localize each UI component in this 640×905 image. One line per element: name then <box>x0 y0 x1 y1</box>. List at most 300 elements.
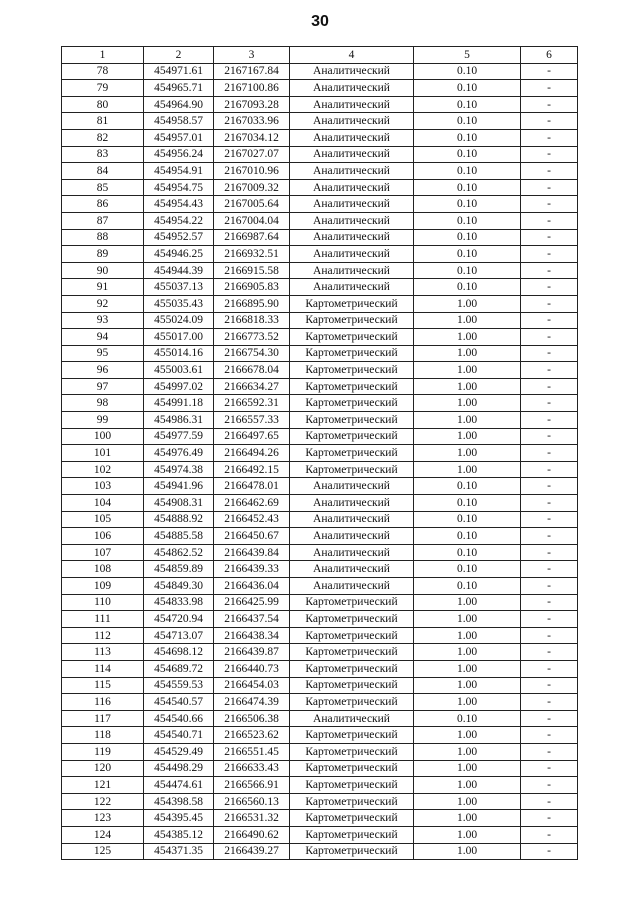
point-number-cell: 112 <box>62 627 144 644</box>
method-cell: Картометрический <box>290 843 414 860</box>
accuracy-cell: 0.10 <box>414 80 521 97</box>
point-number-cell: 97 <box>62 378 144 395</box>
point-number-cell: 85 <box>62 179 144 196</box>
method-cell: Картометрический <box>290 395 414 412</box>
method-cell: Аналитический <box>290 710 414 727</box>
method-cell: Картометрический <box>290 345 414 362</box>
accuracy-cell: 0.10 <box>414 578 521 595</box>
note-cell: - <box>521 694 578 711</box>
method-cell: Аналитический <box>290 246 414 263</box>
accuracy-cell: 0.10 <box>414 511 521 528</box>
table-row <box>62 163 578 180</box>
method-cell: Аналитический <box>290 196 414 213</box>
point-number-cell: 84 <box>62 163 144 180</box>
accuracy-cell: 0.10 <box>414 710 521 727</box>
accuracy-cell: 1.00 <box>414 627 521 644</box>
note-cell: - <box>521 262 578 279</box>
point-number-cell: 78 <box>62 63 144 80</box>
table-body <box>62 63 578 860</box>
point-number-cell: 87 <box>62 212 144 229</box>
x-coordinate-cell: 454957.01 <box>144 129 214 146</box>
table-row <box>62 826 578 843</box>
note-cell: - <box>521 710 578 727</box>
table-row <box>62 63 578 80</box>
method-cell: Аналитический <box>290 544 414 561</box>
table-row <box>62 378 578 395</box>
x-coordinate-cell: 454954.43 <box>144 196 214 213</box>
x-coordinate-cell: 454698.12 <box>144 644 214 661</box>
note-cell: - <box>521 561 578 578</box>
note-cell: - <box>521 660 578 677</box>
accuracy-cell: 0.10 <box>414 262 521 279</box>
method-cell: Картометрический <box>290 826 414 843</box>
table-row <box>62 345 578 362</box>
note-cell: - <box>521 146 578 163</box>
method-cell: Картометрический <box>290 777 414 794</box>
x-coordinate-cell: 454833.98 <box>144 594 214 611</box>
note-cell: - <box>521 295 578 312</box>
note-cell: - <box>521 246 578 263</box>
point-number-cell: 81 <box>62 113 144 130</box>
method-cell: Картометрический <box>290 412 414 429</box>
table-row <box>62 777 578 794</box>
table-row <box>62 80 578 97</box>
table-row <box>62 196 578 213</box>
table-row <box>62 262 578 279</box>
method-cell: Аналитический <box>290 511 414 528</box>
accuracy-cell: 0.10 <box>414 212 521 229</box>
point-number-cell: 108 <box>62 561 144 578</box>
point-number-cell: 94 <box>62 329 144 346</box>
accuracy-cell: 0.10 <box>414 196 521 213</box>
accuracy-cell: 0.10 <box>414 163 521 180</box>
x-coordinate-cell: 454965.71 <box>144 80 214 97</box>
note-cell: - <box>521 743 578 760</box>
note-cell: - <box>521 80 578 97</box>
point-number-cell: 117 <box>62 710 144 727</box>
y-coordinate-cell: 2166437.54 <box>214 611 290 628</box>
x-coordinate-cell: 454849.30 <box>144 578 214 595</box>
x-coordinate-cell: 454954.91 <box>144 163 214 180</box>
y-coordinate-cell: 2166773.52 <box>214 329 290 346</box>
point-number-cell: 105 <box>62 511 144 528</box>
x-coordinate-cell: 454971.61 <box>144 63 214 80</box>
y-coordinate-cell: 2166932.51 <box>214 246 290 263</box>
point-number-cell: 93 <box>62 312 144 329</box>
method-cell: Картометрический <box>290 644 414 661</box>
table-row <box>62 229 578 246</box>
note-cell: - <box>521 727 578 744</box>
y-coordinate-cell: 2166425.99 <box>214 594 290 611</box>
point-number-cell: 99 <box>62 412 144 429</box>
y-coordinate-cell: 2167034.12 <box>214 129 290 146</box>
point-number-cell: 121 <box>62 777 144 794</box>
table-row <box>62 212 578 229</box>
point-number-cell: 102 <box>62 461 144 478</box>
accuracy-cell: 1.00 <box>414 777 521 794</box>
table-row <box>62 710 578 727</box>
method-cell: Аналитический <box>290 146 414 163</box>
accuracy-cell: 0.10 <box>414 495 521 512</box>
table-row <box>62 511 578 528</box>
note-cell: - <box>521 478 578 495</box>
table-row <box>62 843 578 860</box>
point-number-cell: 106 <box>62 528 144 545</box>
accuracy-cell: 1.00 <box>414 743 521 760</box>
coordinates-table <box>61 46 578 860</box>
method-cell: Аналитический <box>290 113 414 130</box>
point-number-cell: 111 <box>62 611 144 628</box>
note-cell: - <box>521 163 578 180</box>
y-coordinate-cell: 2166987.64 <box>214 229 290 246</box>
x-coordinate-cell: 454954.75 <box>144 179 214 196</box>
note-cell: - <box>521 113 578 130</box>
table-row <box>62 561 578 578</box>
accuracy-cell: 1.00 <box>414 412 521 429</box>
method-cell: Аналитический <box>290 495 414 512</box>
accuracy-cell: 1.00 <box>414 395 521 412</box>
column-header: 5 <box>414 47 521 64</box>
table-row <box>62 312 578 329</box>
y-coordinate-cell: 2167009.32 <box>214 179 290 196</box>
method-cell: Аналитический <box>290 179 414 196</box>
method-cell: Картометрический <box>290 760 414 777</box>
point-number-cell: 100 <box>62 428 144 445</box>
point-number-cell: 79 <box>62 80 144 97</box>
table-row <box>62 810 578 827</box>
x-coordinate-cell: 454888.92 <box>144 511 214 528</box>
table-row <box>62 129 578 146</box>
table-row <box>62 246 578 263</box>
column-header: 1 <box>62 47 144 64</box>
x-coordinate-cell: 454689.72 <box>144 660 214 677</box>
method-cell: Картометрический <box>290 627 414 644</box>
table-row <box>62 578 578 595</box>
y-coordinate-cell: 2166436.04 <box>214 578 290 595</box>
y-coordinate-cell: 2166454.03 <box>214 677 290 694</box>
x-coordinate-cell: 454540.57 <box>144 694 214 711</box>
x-coordinate-cell: 454862.52 <box>144 544 214 561</box>
table-row <box>62 528 578 545</box>
y-coordinate-cell: 2166905.83 <box>214 279 290 296</box>
point-number-cell: 88 <box>62 229 144 246</box>
point-number-cell: 104 <box>62 495 144 512</box>
x-coordinate-cell: 454941.96 <box>144 478 214 495</box>
point-number-cell: 116 <box>62 694 144 711</box>
note-cell: - <box>521 578 578 595</box>
accuracy-cell: 1.00 <box>414 312 521 329</box>
note-cell: - <box>521 511 578 528</box>
method-cell: Аналитический <box>290 212 414 229</box>
note-cell: - <box>521 412 578 429</box>
note-cell: - <box>521 129 578 146</box>
table-row <box>62 478 578 495</box>
x-coordinate-cell: 454540.71 <box>144 727 214 744</box>
y-coordinate-cell: 2166506.38 <box>214 710 290 727</box>
point-number-cell: 101 <box>62 445 144 462</box>
accuracy-cell: 1.00 <box>414 793 521 810</box>
note-cell: - <box>521 395 578 412</box>
table-header-row <box>62 47 578 64</box>
accuracy-cell: 1.00 <box>414 428 521 445</box>
y-coordinate-cell: 2166566.91 <box>214 777 290 794</box>
y-coordinate-cell: 2166439.87 <box>214 644 290 661</box>
accuracy-cell: 0.10 <box>414 179 521 196</box>
point-number-cell: 120 <box>62 760 144 777</box>
method-cell: Картометрический <box>290 445 414 462</box>
method-cell: Картометрический <box>290 793 414 810</box>
y-coordinate-cell: 2166754.30 <box>214 345 290 362</box>
y-coordinate-cell: 2167167.84 <box>214 63 290 80</box>
accuracy-cell: 1.00 <box>414 329 521 346</box>
y-coordinate-cell: 2166557.33 <box>214 412 290 429</box>
y-coordinate-cell: 2166915.58 <box>214 262 290 279</box>
y-coordinate-cell: 2166560.13 <box>214 793 290 810</box>
note-cell: - <box>521 644 578 661</box>
accuracy-cell: 1.00 <box>414 760 521 777</box>
method-cell: Картометрический <box>290 312 414 329</box>
x-coordinate-cell: 455037.13 <box>144 279 214 296</box>
column-header: 4 <box>290 47 414 64</box>
y-coordinate-cell: 2166440.73 <box>214 660 290 677</box>
table-row <box>62 743 578 760</box>
table-row <box>62 395 578 412</box>
accuracy-cell: 0.10 <box>414 146 521 163</box>
method-cell: Картометрический <box>290 694 414 711</box>
note-cell: - <box>521 63 578 80</box>
table-row <box>62 627 578 644</box>
x-coordinate-cell: 454956.24 <box>144 146 214 163</box>
method-cell: Картометрический <box>290 677 414 694</box>
y-coordinate-cell: 2166531.32 <box>214 810 290 827</box>
table-row <box>62 179 578 196</box>
point-number-cell: 89 <box>62 246 144 263</box>
table-row <box>62 660 578 677</box>
table-row <box>62 279 578 296</box>
table-row <box>62 694 578 711</box>
note-cell: - <box>521 611 578 628</box>
note-cell: - <box>521 229 578 246</box>
note-cell: - <box>521 461 578 478</box>
note-cell: - <box>521 378 578 395</box>
point-number-cell: 83 <box>62 146 144 163</box>
note-cell: - <box>521 279 578 296</box>
column-header: 2 <box>144 47 214 64</box>
method-cell: Картометрический <box>290 362 414 379</box>
point-number-cell: 125 <box>62 843 144 860</box>
y-coordinate-cell: 2166492.15 <box>214 461 290 478</box>
accuracy-cell: 1.00 <box>414 594 521 611</box>
table-row <box>62 677 578 694</box>
point-number-cell: 124 <box>62 826 144 843</box>
note-cell: - <box>521 810 578 827</box>
y-coordinate-cell: 2166439.27 <box>214 843 290 860</box>
x-coordinate-cell: 454371.35 <box>144 843 214 860</box>
table-row <box>62 793 578 810</box>
note-cell: - <box>521 428 578 445</box>
table-row <box>62 362 578 379</box>
accuracy-cell: 0.10 <box>414 246 521 263</box>
y-coordinate-cell: 2166523.62 <box>214 727 290 744</box>
x-coordinate-cell: 454946.25 <box>144 246 214 263</box>
table-row <box>62 461 578 478</box>
point-number-cell: 96 <box>62 362 144 379</box>
note-cell: - <box>521 843 578 860</box>
note-cell: - <box>521 196 578 213</box>
x-coordinate-cell: 454977.59 <box>144 428 214 445</box>
method-cell: Аналитический <box>290 80 414 97</box>
column-header: 6 <box>521 47 578 64</box>
point-number-cell: 109 <box>62 578 144 595</box>
note-cell: - <box>521 445 578 462</box>
x-coordinate-cell: 455003.61 <box>144 362 214 379</box>
note-cell: - <box>521 777 578 794</box>
y-coordinate-cell: 2166633.43 <box>214 760 290 777</box>
y-coordinate-cell: 2166438.34 <box>214 627 290 644</box>
accuracy-cell: 0.10 <box>414 229 521 246</box>
y-coordinate-cell: 2166462.69 <box>214 495 290 512</box>
point-number-cell: 95 <box>62 345 144 362</box>
note-cell: - <box>521 329 578 346</box>
method-cell: Картометрический <box>290 810 414 827</box>
method-cell: Аналитический <box>290 96 414 113</box>
accuracy-cell: 1.00 <box>414 810 521 827</box>
note-cell: - <box>521 544 578 561</box>
point-number-cell: 91 <box>62 279 144 296</box>
point-number-cell: 119 <box>62 743 144 760</box>
x-coordinate-cell: 454713.07 <box>144 627 214 644</box>
method-cell: Картометрический <box>290 461 414 478</box>
table-row <box>62 412 578 429</box>
y-coordinate-cell: 2166551.45 <box>214 743 290 760</box>
method-cell: Аналитический <box>290 578 414 595</box>
accuracy-cell: 1.00 <box>414 611 521 628</box>
y-coordinate-cell: 2166452.43 <box>214 511 290 528</box>
x-coordinate-cell: 454952.57 <box>144 229 214 246</box>
y-coordinate-cell: 2167005.64 <box>214 196 290 213</box>
y-coordinate-cell: 2166592.31 <box>214 395 290 412</box>
y-coordinate-cell: 2166439.33 <box>214 561 290 578</box>
y-coordinate-cell: 2166494.26 <box>214 445 290 462</box>
method-cell: Картометрический <box>290 378 414 395</box>
method-cell: Картометрический <box>290 611 414 628</box>
point-number-cell: 115 <box>62 677 144 694</box>
y-coordinate-cell: 2166478.01 <box>214 478 290 495</box>
x-coordinate-cell: 454474.61 <box>144 777 214 794</box>
table-row <box>62 594 578 611</box>
y-coordinate-cell: 2166490.62 <box>214 826 290 843</box>
note-cell: - <box>521 793 578 810</box>
accuracy-cell: 0.10 <box>414 63 521 80</box>
accuracy-cell: 1.00 <box>414 445 521 462</box>
x-coordinate-cell: 454385.12 <box>144 826 214 843</box>
x-coordinate-cell: 454885.58 <box>144 528 214 545</box>
x-coordinate-cell: 454986.31 <box>144 412 214 429</box>
accuracy-cell: 1.00 <box>414 295 521 312</box>
table-row <box>62 611 578 628</box>
table-row <box>62 544 578 561</box>
method-cell: Картометрический <box>290 295 414 312</box>
x-coordinate-cell: 454954.22 <box>144 212 214 229</box>
accuracy-cell: 0.10 <box>414 113 521 130</box>
table-row <box>62 329 578 346</box>
method-cell: Аналитический <box>290 229 414 246</box>
x-coordinate-cell: 454395.45 <box>144 810 214 827</box>
x-coordinate-cell: 455035.43 <box>144 295 214 312</box>
method-cell: Аналитический <box>290 63 414 80</box>
x-coordinate-cell: 454908.31 <box>144 495 214 512</box>
accuracy-cell: 0.10 <box>414 279 521 296</box>
note-cell: - <box>521 179 578 196</box>
point-number-cell: 118 <box>62 727 144 744</box>
point-number-cell: 86 <box>62 196 144 213</box>
method-cell: Аналитический <box>290 129 414 146</box>
x-coordinate-cell: 454944.39 <box>144 262 214 279</box>
y-coordinate-cell: 2166818.33 <box>214 312 290 329</box>
point-number-cell: 107 <box>62 544 144 561</box>
method-cell: Картометрический <box>290 743 414 760</box>
y-coordinate-cell: 2167100.86 <box>214 80 290 97</box>
x-coordinate-cell: 454540.66 <box>144 710 214 727</box>
method-cell: Аналитический <box>290 528 414 545</box>
table-row <box>62 445 578 462</box>
y-coordinate-cell: 2166439.84 <box>214 544 290 561</box>
accuracy-cell: 0.10 <box>414 544 521 561</box>
x-coordinate-cell: 455024.09 <box>144 312 214 329</box>
method-cell: Картометрический <box>290 329 414 346</box>
x-coordinate-cell: 454398.58 <box>144 793 214 810</box>
y-coordinate-cell: 2167004.04 <box>214 212 290 229</box>
accuracy-cell: 0.10 <box>414 129 521 146</box>
accuracy-cell: 1.00 <box>414 677 521 694</box>
page-number: 30 <box>311 13 329 30</box>
y-coordinate-cell: 2166634.27 <box>214 378 290 395</box>
note-cell: - <box>521 627 578 644</box>
accuracy-cell: 1.00 <box>414 362 521 379</box>
column-header: 3 <box>214 47 290 64</box>
y-coordinate-cell: 2166450.67 <box>214 528 290 545</box>
y-coordinate-cell: 2167093.28 <box>214 96 290 113</box>
note-cell: - <box>521 495 578 512</box>
method-cell: Аналитический <box>290 163 414 180</box>
x-coordinate-cell: 454991.18 <box>144 395 214 412</box>
x-coordinate-cell: 454974.38 <box>144 461 214 478</box>
accuracy-cell: 0.10 <box>414 528 521 545</box>
table-row <box>62 428 578 445</box>
x-coordinate-cell: 454559.53 <box>144 677 214 694</box>
note-cell: - <box>521 345 578 362</box>
note-cell: - <box>521 528 578 545</box>
method-cell: Аналитический <box>290 262 414 279</box>
y-coordinate-cell: 2166497.65 <box>214 428 290 445</box>
accuracy-cell: 0.10 <box>414 561 521 578</box>
note-cell: - <box>521 312 578 329</box>
accuracy-cell: 1.00 <box>414 644 521 661</box>
accuracy-cell: 1.00 <box>414 461 521 478</box>
accuracy-cell: 1.00 <box>414 826 521 843</box>
table-row <box>62 644 578 661</box>
x-coordinate-cell: 454964.90 <box>144 96 214 113</box>
table-row <box>62 113 578 130</box>
method-cell: Аналитический <box>290 561 414 578</box>
accuracy-cell: 1.00 <box>414 843 521 860</box>
accuracy-cell: 0.10 <box>414 96 521 113</box>
accuracy-cell: 1.00 <box>414 345 521 362</box>
table-row <box>62 727 578 744</box>
accuracy-cell: 1.00 <box>414 378 521 395</box>
table-row <box>62 96 578 113</box>
point-number-cell: 90 <box>62 262 144 279</box>
